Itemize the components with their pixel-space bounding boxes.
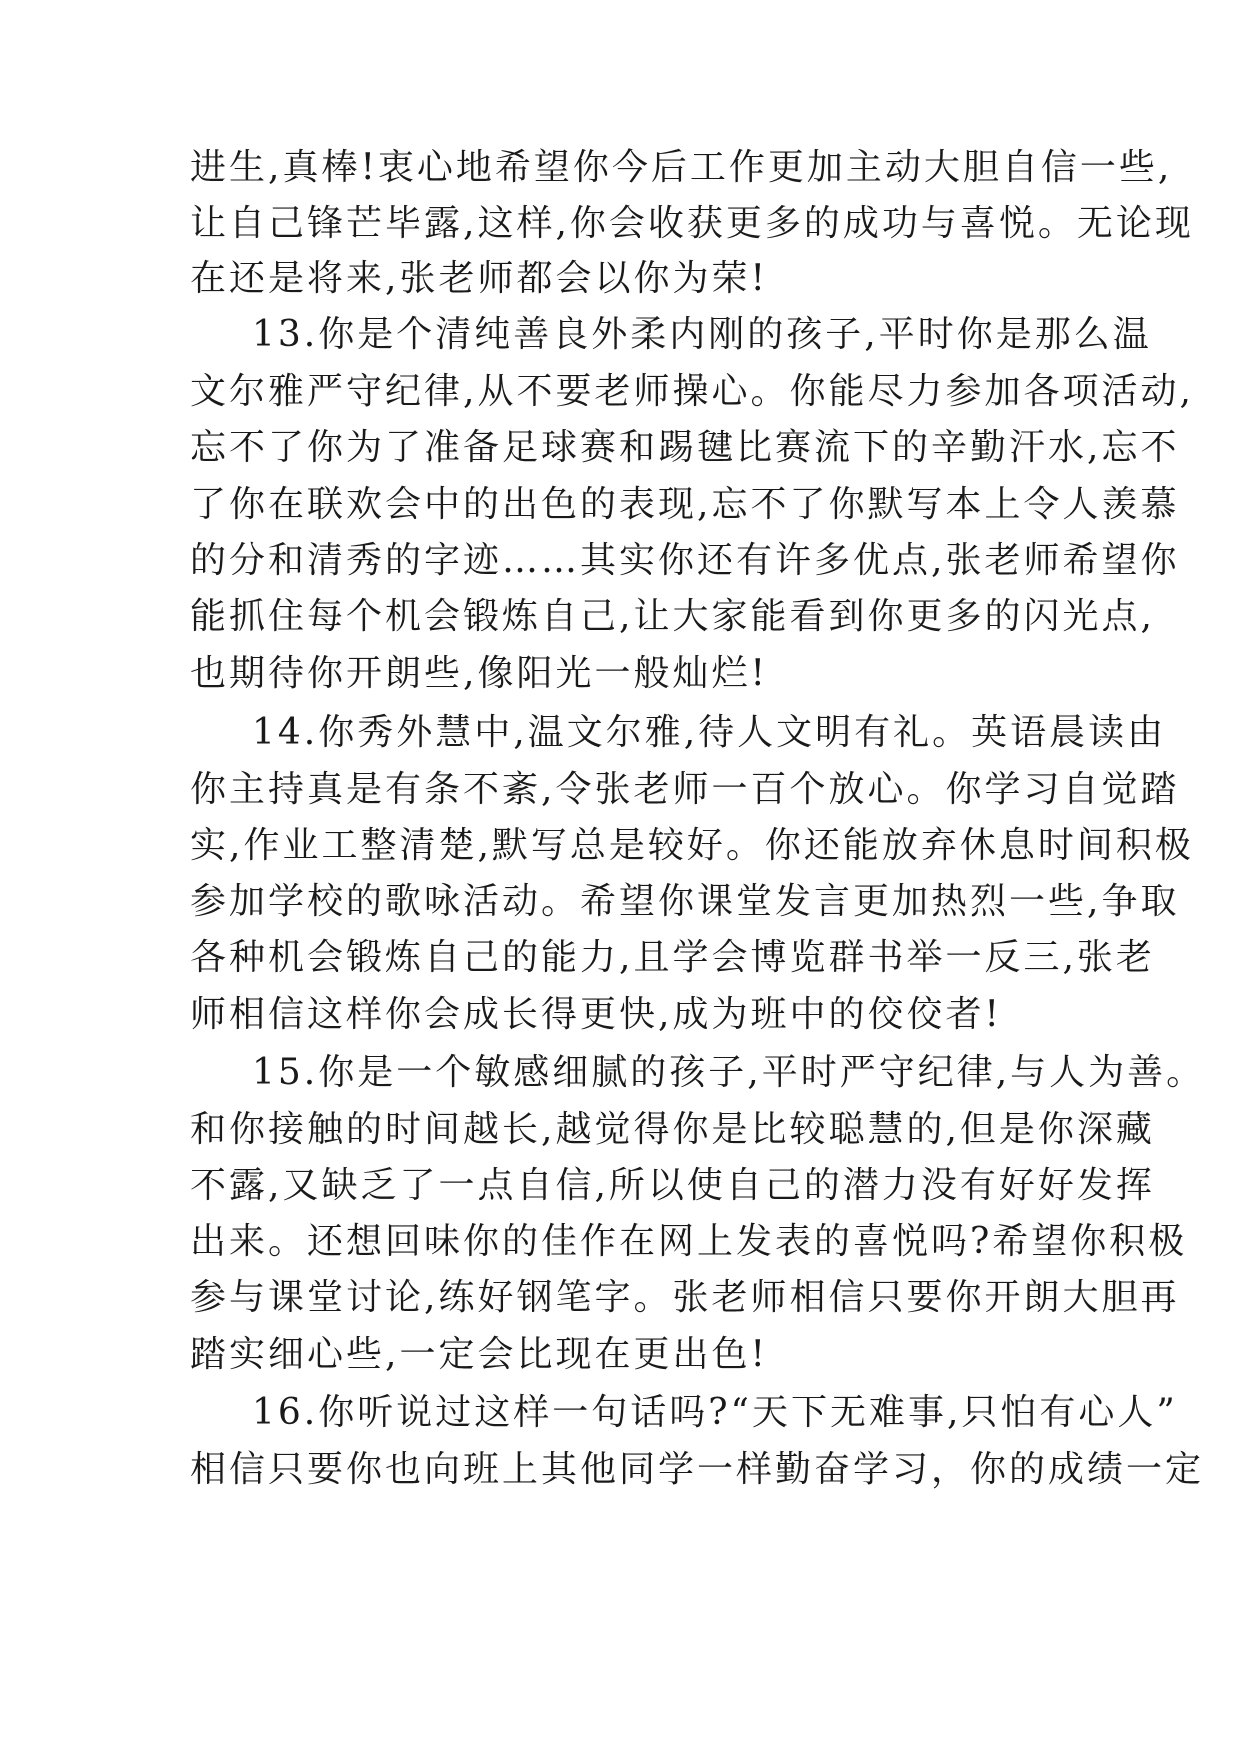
text-line: 让自己锋芒毕露,这样,你会收获更多的成功与喜悦。无论现 <box>190 203 1194 244</box>
text-line: 参加学校的歌咏活动。希望你课堂发言更加热烈一些,争取 <box>190 881 1180 922</box>
text-line: 出来。还想回味你的佳作在网上发表的喜悦吗?希望你积极 <box>190 1221 1188 1262</box>
text-line: 14.你秀外慧中,温文尔雅,待人文明有礼。英语晨读由 <box>252 712 1167 753</box>
text-line: 不露,又缺乏了一点自信,所以使自己的潜力没有好好发挥 <box>190 1165 1155 1206</box>
text-line: 15.你是一个敏感细腻的孩子,平时严守纪律,与人为善。 <box>252 1052 1206 1093</box>
text-line: 文尔雅严守纪律,从不要老师操心。你能尽力参加各项活动, <box>190 371 1194 412</box>
text-line: 相信只要你也向班上其他同学一样勤奋学习，你的成绩一定 <box>190 1449 1205 1490</box>
text-line: 也期待你开朗些,像阳光一般灿烂! <box>190 653 768 694</box>
text-line: 能抓住每个机会锻炼自己,让大家能看到你更多的闪光点, <box>190 596 1155 637</box>
text-line: 16.你听说过这样一句话吗?“天下无难事,只怕有心人” <box>252 1392 1178 1433</box>
text-line: 和你接触的时间越长,越觉得你是比较聪慧的,但是你深藏 <box>190 1109 1155 1150</box>
text-line: 了你在联欢会中的出色的表现,忘不了你默写本上令人羡慕 <box>190 484 1180 525</box>
text-line: 13.你是个清纯善良外柔内刚的孩子,平时你是那么温 <box>252 314 1152 355</box>
text-line: 在还是将来,张老师都会以你为荣! <box>190 258 768 299</box>
text-line: 师相信这样你会成长得更快,成为班中的佼佼者! <box>190 994 1002 1035</box>
text-line: 实,作业工整清楚,默写总是较好。你还能放弃休息时间积极 <box>190 825 1194 866</box>
text-line: 你主持真是有条不紊,令张老师一百个放心。你学习自觉踏 <box>190 769 1180 810</box>
text-line: 踏实细心些,一定会比现在更出色! <box>190 1334 768 1375</box>
text-line: 各种机会锻炼自己的能力,且学会博览群书举一反三,张老 <box>190 937 1155 978</box>
text-line: 的分和清秀的字迹……其实你还有许多优点,张老师希望你 <box>190 540 1180 581</box>
text-line: 进生,真棒!衷心地希望你今后工作更加主动大胆自信一些, <box>190 147 1173 188</box>
text-line: 参与课堂讨论,练好钢笔字。张老师相信只要你开朗大胆再 <box>190 1277 1180 1318</box>
text-line: 忘不了你为了准备足球赛和踢毽比赛流下的辛勤汗水,忘不 <box>190 427 1180 468</box>
